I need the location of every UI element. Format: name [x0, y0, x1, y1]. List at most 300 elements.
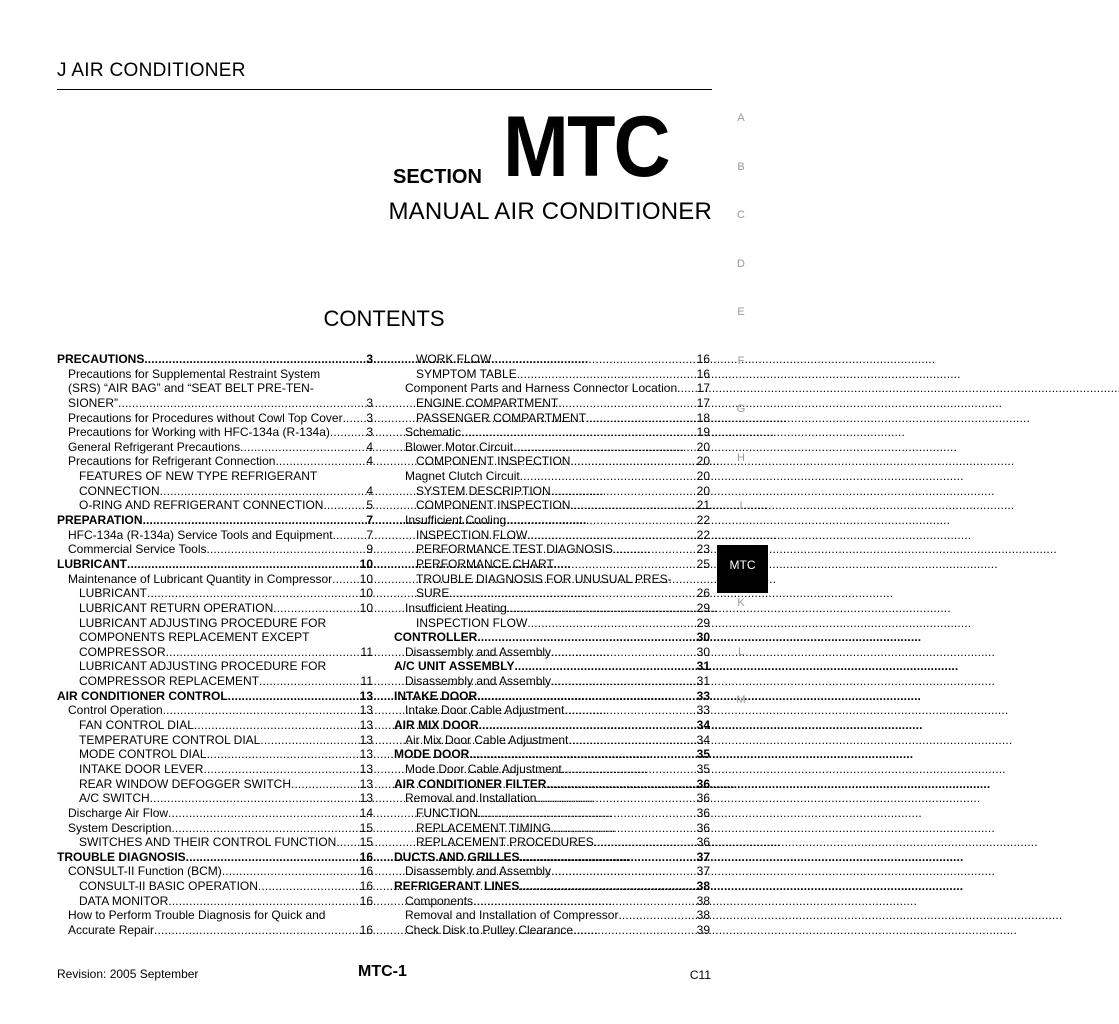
toc-entry-page: 23 — [696, 542, 710, 557]
footer-page-id: MTC-1 — [358, 963, 407, 980]
section-label: SECTION — [393, 166, 482, 188]
toc-entry-page: 20 — [696, 483, 710, 498]
toc-entry-page: 13 — [359, 703, 373, 718]
toc-entry-title: (SRS) “AIR BAG” and “SEAT BELT PRE-TEN- — [68, 381, 314, 396]
toc-dot-leader — [144, 352, 365, 367]
toc-entry-page: 13 — [359, 747, 373, 762]
toc-entry[interactable] — [394, 367, 710, 382]
toc-entry-title: System Description — [68, 820, 172, 835]
toc-dot-leader — [573, 923, 696, 938]
toc-entry[interactable] — [57, 894, 373, 909]
toc-entry-title: DUCTS AND GRILLES — [394, 849, 520, 864]
toc-entry-page: 15 — [359, 820, 373, 835]
toc-entry-title: Maintenance of Lubricant Quantity in Compressor — [68, 571, 333, 586]
toc-entry[interactable] — [57, 367, 373, 382]
toc-entry[interactable] — [394, 835, 710, 850]
toc-entry[interactable] — [394, 616, 710, 631]
toc-entry-title: Control Operation — [68, 703, 163, 718]
toc-entry-page: 36 — [696, 805, 710, 820]
toc-dot-leader — [291, 777, 359, 792]
toc-entry-page: 21 — [696, 498, 710, 513]
toc-entry[interactable] — [57, 645, 373, 660]
toc-dot-leader — [562, 762, 696, 777]
toc-dot-leader — [478, 806, 696, 821]
toc-entry-page: 11 — [360, 674, 373, 689]
toc-entry[interactable] — [57, 762, 373, 777]
toc-entry-page: 35 — [696, 761, 710, 776]
toc-entry[interactable] — [394, 747, 710, 762]
toc-entry-title: FAN CONTROL DIAL — [79, 718, 194, 733]
toc-dot-leader — [554, 557, 696, 572]
toc-entry-title: PREPARATION — [57, 513, 143, 528]
toc-entry-page: 13 — [359, 791, 373, 806]
toc-dot-leader — [171, 821, 358, 836]
toc-dot-leader — [240, 440, 365, 455]
toc-entry[interactable] — [57, 630, 373, 645]
toc-entry[interactable] — [394, 777, 710, 792]
toc-entry[interactable] — [394, 923, 710, 938]
toc-dot-leader — [506, 513, 695, 528]
toc-entry[interactable] — [57, 542, 373, 557]
toc-entry[interactable] — [57, 689, 373, 704]
toc-entry[interactable] — [394, 659, 710, 674]
toc-entry-title: HFC-134a (R-134a) Service Tools and Equipment — [68, 527, 333, 542]
toc-entry-title: REPLACEMENT PROCEDURES — [416, 835, 594, 850]
section-tab-m[interactable]: M — [736, 694, 746, 706]
toc-entry[interactable] — [394, 718, 710, 733]
toc-entry-title: Schematic — [405, 425, 462, 440]
toc-entry-page: 37 — [696, 864, 710, 879]
toc-entry[interactable] — [394, 557, 710, 572]
toc-entry[interactable] — [394, 806, 710, 821]
toc-entry[interactable] — [57, 601, 373, 616]
toc-entry-page: 36 — [696, 776, 710, 791]
toc-dot-leader — [586, 411, 696, 426]
toc-entry-title: FUNCTION — [416, 805, 478, 820]
toc-entry-page: 4 — [366, 454, 373, 469]
toc-entry[interactable] — [57, 718, 373, 733]
toc-entry-page: 13 — [359, 732, 373, 747]
toc-entry-page: 33 — [696, 703, 710, 718]
toc-entry-title: LUBRICANT — [57, 556, 127, 571]
toc-entry[interactable] — [57, 411, 373, 426]
toc-entry-page: 39 — [696, 922, 710, 937]
toc-entry-page: 25 — [696, 556, 710, 571]
toc-entry[interactable] — [57, 659, 373, 674]
toc-dot-leader — [536, 791, 695, 806]
toc-entry-title: AIR CONDITIONER FILTER — [394, 776, 547, 791]
toc-entry-page: 20 — [696, 469, 710, 484]
section-tab-e[interactable]: E — [737, 306, 745, 318]
toc-entry-page: 13 — [359, 776, 373, 791]
toc-dot-leader — [163, 703, 359, 718]
toc-dot-leader — [491, 352, 695, 367]
toc-entry[interactable] — [394, 850, 710, 865]
toc-dot-leader — [260, 733, 358, 748]
toc-entry-page: 22 — [696, 527, 710, 542]
toc-entry[interactable] — [57, 484, 373, 499]
toc-entry-title: WORK FLOW — [416, 352, 492, 366]
toc-entry[interactable] — [57, 879, 373, 894]
toc-dot-leader — [336, 835, 358, 850]
toc-entry[interactable] — [57, 850, 373, 865]
toc-entry-page: 11 — [360, 644, 373, 659]
toc-entry[interactable] — [57, 498, 373, 513]
toc-dot-leader — [143, 513, 366, 528]
toc-entry-page: 16 — [359, 879, 373, 894]
toc-entry-page: 3 — [366, 395, 373, 410]
toc-entry-title: PRECAUTIONS — [57, 352, 145, 366]
toc-entry-page: 10 — [359, 556, 373, 571]
toc-dot-leader — [222, 864, 359, 879]
section-tab-b[interactable]: B — [737, 160, 745, 173]
toc-entry[interactable] — [57, 864, 373, 879]
toc-entry-title: Magnet Clutch Circuit — [405, 469, 520, 484]
toc-entry[interactable] — [394, 689, 710, 704]
toc-entry-page: 3 — [366, 410, 373, 425]
section-tabs — [714, 108, 768, 739]
toc-entry-page: 3 — [366, 425, 373, 440]
toc-entry-title: PERFORMANCE CHART — [416, 556, 554, 571]
toc-entry[interactable] — [57, 352, 373, 367]
toc-entry-title: Air Mix Door Cable Adjustment — [405, 732, 569, 747]
toc-dot-leader — [150, 791, 359, 806]
toc-entry-title: COMPONENT INSPECTION — [416, 454, 571, 469]
toc-entry[interactable] — [57, 616, 373, 631]
toc-entry-title: O-RING AND REFRIGERANT CONNECTION — [79, 498, 324, 513]
toc-dot-leader — [558, 396, 695, 411]
toc-entry[interactable] — [394, 791, 710, 806]
toc-dot-leader — [194, 718, 359, 733]
section-code: MTC — [503, 99, 669, 195]
toc-entry[interactable] — [57, 454, 373, 469]
toc-entry-title: SWITCHES AND THEIR CONTROL FUNCTION — [79, 835, 337, 850]
toc-entry-page: 17 — [696, 395, 710, 410]
toc-entry-page: 13 — [359, 688, 373, 703]
toc-entry[interactable] — [394, 528, 710, 543]
toc-dot-leader — [160, 484, 366, 499]
section-tab-f[interactable]: F — [737, 354, 745, 367]
toc-entry[interactable] — [57, 703, 373, 718]
toc-right-column — [394, 352, 710, 938]
toc-entry-title: Removal and Installation — [405, 791, 537, 806]
toc-entry-title: Accurate Repair — [68, 922, 155, 937]
toc-dot-leader — [207, 747, 359, 762]
toc-dot-leader — [168, 806, 359, 821]
toc-entry-title: COMPRESSOR — [79, 644, 166, 659]
toc-entry-title: CONSULT-II Function (BCM) — [68, 864, 222, 879]
toc-entry-title: TROUBLE DIAGNOSIS FOR UNUSUAL PRES- — [416, 571, 672, 586]
toc-entry-title: INSPECTION FLOW — [416, 615, 528, 630]
toc-dot-leader — [568, 733, 695, 748]
section-tab-h[interactable]: H — [737, 451, 745, 464]
toc-entry-page: 38 — [696, 908, 710, 923]
toc-dot-leader — [166, 645, 360, 660]
toc-left-column — [57, 352, 373, 938]
toc-entry-title: COMPRESSOR REPLACEMENT — [79, 674, 260, 689]
toc-entry[interactable] — [57, 923, 373, 938]
toc-entry[interactable] — [57, 777, 373, 792]
toc-entry-title: AIR MIX DOOR — [394, 718, 479, 733]
toc-entry[interactable] — [394, 440, 710, 455]
toc-dot-leader — [477, 689, 696, 704]
toc-dot-leader — [273, 601, 358, 616]
toc-dot-leader — [127, 557, 359, 572]
toc-entry-page: 22 — [696, 513, 710, 528]
toc-entry-title: REAR WINDOW DEFOGGER SWITCH — [79, 776, 291, 791]
toc-entry[interactable] — [394, 572, 710, 587]
toc-entry[interactable] — [394, 733, 710, 748]
toc-entry-page: 30 — [696, 630, 710, 645]
toc-entry-title: Insufficient Heating — [405, 600, 507, 615]
toc-entry[interactable] — [57, 528, 373, 543]
toc-entry-page: 35 — [696, 747, 710, 762]
toc-dot-leader — [527, 616, 695, 631]
toc-entry-title: TEMPERATURE CONTROL DIAL — [79, 732, 261, 747]
toc-dot-leader — [168, 894, 358, 909]
toc-dot-leader — [333, 528, 366, 543]
footer-model: C11 — [689, 968, 711, 982]
toc-entry-title: TROUBLE DIAGNOSIS — [57, 849, 186, 864]
toc-dot-leader — [461, 425, 696, 440]
toc-dot-leader — [147, 586, 359, 601]
toc-entry-page: 5 — [366, 498, 373, 513]
toc-dot-leader — [546, 777, 695, 792]
toc-entry-title: COMPONENTS REPLACEMENT EXCEPT — [79, 630, 310, 645]
toc-entry-title: Mode Door Cable Adjustment — [405, 761, 562, 776]
toc-entry[interactable] — [57, 381, 373, 396]
toc-entry[interactable] — [57, 425, 373, 440]
toc-entry-page: 16 — [359, 893, 373, 908]
toc-entry[interactable] — [57, 469, 373, 484]
toc-entry-title: SYSTEM DESCRIPTION — [416, 483, 551, 498]
toc-dot-leader — [323, 498, 365, 513]
toc-dot-leader — [330, 425, 365, 440]
toc-dot-leader — [514, 659, 695, 674]
toc-dot-leader — [551, 674, 696, 689]
toc-dot-leader — [520, 469, 696, 484]
section-tab-g[interactable]: G — [736, 403, 746, 415]
toc-entry-page: 30 — [696, 644, 710, 659]
toc-entry[interactable] — [394, 894, 710, 909]
toc-entry[interactable] — [57, 835, 373, 850]
toc-dot-leader — [479, 718, 696, 733]
toc-entry[interactable] — [57, 747, 373, 762]
toc-entry-page: 10 — [359, 571, 373, 586]
toc-dot-leader — [551, 821, 696, 836]
toc-entry-page: 31 — [696, 659, 710, 674]
toc-dot-leader — [259, 674, 360, 689]
toc-entry-page: 38 — [696, 879, 710, 894]
toc-entry[interactable] — [57, 733, 373, 748]
toc-entry-page: 4 — [366, 483, 373, 498]
toc-entry-page: 20 — [696, 439, 710, 454]
toc-dot-leader — [618, 908, 695, 923]
toc-entry[interactable] — [394, 762, 710, 777]
toc-entry[interactable] — [394, 630, 710, 645]
toc-entry[interactable] — [394, 674, 710, 689]
section-tab-mtc[interactable]: MTC — [717, 545, 768, 594]
section-tab-c[interactable]: C — [737, 209, 745, 221]
toc-entry[interactable] — [394, 879, 710, 894]
toc-dot-leader — [207, 542, 366, 557]
toc-entry[interactable] — [394, 396, 710, 411]
toc-entry-title: CONSULT-II BASIC OPERATION — [79, 879, 258, 894]
contents-heading: CONTENTS — [323, 306, 445, 331]
toc-entry-page: 10 — [359, 586, 373, 601]
toc-entry-title: MODE CONTROL DIAL — [79, 747, 207, 762]
toc-entry-page: 17 — [696, 381, 710, 396]
section-tab-i[interactable]: I — [739, 500, 743, 512]
toc-dot-leader — [519, 879, 695, 894]
toc-entry[interactable] — [57, 674, 373, 689]
toc-entry-page: 36 — [696, 835, 710, 850]
toc-entry[interactable] — [394, 542, 710, 557]
toc-entry[interactable] — [394, 703, 710, 718]
toc-dot-leader — [449, 586, 695, 601]
toc-entry[interactable] — [57, 396, 373, 411]
toc-entry-page: 3 — [366, 352, 373, 366]
toc-dot-leader — [332, 572, 359, 587]
toc-entry[interactable] — [394, 411, 710, 426]
toc-dot-leader — [677, 381, 695, 396]
toc-entry-title: A/C SWITCH — [79, 791, 150, 806]
toc-entry-title: A/C UNIT ASSEMBLY — [394, 659, 515, 674]
toc-entry[interactable] — [57, 513, 373, 528]
toc-entry-page: 13 — [359, 761, 373, 776]
toc-entry[interactable] — [394, 864, 710, 879]
toc-dot-leader — [118, 396, 365, 411]
section-tab-l[interactable]: L — [737, 645, 745, 658]
toc-entry-page: 33 — [696, 688, 710, 703]
toc-entry-title: Disassembly and Assembly — [405, 644, 552, 659]
toc-entry-title: PASSENGER COMPARTMENT — [416, 410, 587, 425]
toc-entry-title: LUBRICANT RETURN OPERATION — [79, 600, 274, 615]
toc-entry-title: INTAKE DOOR LEVER — [79, 761, 204, 776]
toc-entry-page: 20 — [696, 454, 710, 469]
toc-entry[interactable] — [394, 484, 710, 499]
toc-entry-title: REPLACEMENT TIMING — [416, 820, 551, 835]
toc-entry[interactable] — [394, 498, 710, 513]
toc-entry-page: 26 — [696, 586, 710, 601]
toc-dot-leader — [551, 645, 696, 660]
toc-dot-leader — [570, 454, 695, 469]
toc-entry[interactable] — [57, 821, 373, 836]
toc-entry-title: Discharge Air Flow — [68, 805, 169, 820]
toc-entry-page: 13 — [359, 718, 373, 733]
toc-entry[interactable] — [57, 806, 373, 821]
toc-entry-title: Precautions for Procedures without Cowl Top Cover — [68, 410, 343, 425]
toc-entry[interactable] — [394, 601, 710, 616]
toc-entry-title: COMPONENT INSPECTION — [416, 498, 571, 513]
toc-entry-page: 16 — [359, 849, 373, 864]
section-tab-a[interactable]: A — [737, 112, 745, 124]
toc-entry[interactable] — [394, 908, 710, 923]
toc-entry-title: Precautions for Working with HFC-134a (R-134a) — [68, 425, 330, 440]
toc-dot-leader — [228, 689, 359, 704]
toc-entry[interactable] — [394, 381, 710, 396]
header-rule — [57, 89, 712, 90]
toc-dot-leader — [258, 879, 359, 894]
toc-entry-title: Precautions for Supplemental Restraint System — [68, 366, 321, 381]
toc-entry-title: REFRIGERANT LINES — [394, 879, 520, 894]
toc-entry-title: Blower Motor Circuit — [405, 439, 514, 454]
toc-entry[interactable] — [57, 557, 373, 572]
toc-entry-title: Disassembly and Assembly — [405, 674, 552, 689]
toc-entry[interactable] — [394, 586, 710, 601]
toc-entry[interactable] — [394, 352, 710, 367]
toc-dot-leader — [154, 923, 359, 938]
toc-entry-title: Disassembly and Assembly — [405, 864, 552, 879]
toc-entry-title: AIR CONDITIONER CONTROL — [57, 688, 228, 703]
toc-entry-page: 34 — [696, 732, 710, 747]
toc-entry-page: 36 — [696, 791, 710, 806]
toc-entry-title: Check Disk to Pulley Clearance — [405, 922, 574, 937]
toc-entry-page: 9 — [366, 542, 373, 557]
toc-dot-leader — [517, 367, 696, 382]
toc-dot-leader — [477, 630, 695, 645]
toc-entry-page: 37 — [696, 849, 710, 864]
toc-entry-title: Intake Door Cable Adjustment — [405, 703, 565, 718]
toc-entry-title: How to Perform Trouble Diagnosis for Quick and — [68, 908, 326, 923]
toc-entry[interactable] — [394, 454, 710, 469]
toc-entry-title: General Refrigerant Precautions — [68, 439, 241, 454]
toc-entry[interactable] — [57, 586, 373, 601]
section-tab-d[interactable]: D — [737, 257, 745, 270]
toc-dot-leader — [203, 762, 358, 777]
toc-entry-title: INSPECTION FLOW — [416, 527, 528, 542]
toc-entry-title: FEATURES OF NEW TYPE REFRIGERANT — [79, 469, 318, 484]
toc-dot-leader — [513, 440, 696, 455]
toc-dot-leader — [507, 601, 696, 616]
toc-entry[interactable] — [394, 469, 710, 484]
toc-entry[interactable] — [57, 791, 373, 806]
toc-entry-title: LUBRICANT — [79, 586, 148, 601]
toc-entry-title: Precautions for Refrigerant Connection — [68, 454, 276, 469]
toc-dot-leader — [564, 703, 695, 718]
section-tab-k[interactable]: K — [737, 597, 745, 609]
toc-entry[interactable] — [394, 645, 710, 660]
toc-dot-leader — [469, 747, 695, 762]
toc-dot-leader — [613, 542, 696, 557]
toc-dot-leader — [551, 484, 696, 499]
footer-revision: Revision: 2005 September — [57, 967, 199, 981]
toc-dot-leader — [570, 498, 695, 513]
toc-dot-leader — [594, 835, 696, 850]
toc-dot-leader — [186, 850, 359, 865]
toc-entry[interactable] — [57, 572, 373, 587]
toc-entry[interactable] — [57, 440, 373, 455]
toc-entry[interactable] — [394, 513, 710, 528]
toc-entry-title: INTAKE DOOR — [394, 688, 478, 703]
toc-entry[interactable] — [394, 425, 710, 440]
toc-entry-page: 36 — [696, 820, 710, 835]
toc-entry-page: 16 — [359, 864, 373, 879]
toc-entry-page: 16 — [696, 366, 710, 381]
toc-dot-leader — [343, 411, 366, 426]
toc-entry[interactable] — [57, 908, 373, 923]
toc-entry-page: 29 — [696, 615, 710, 630]
toc-entry-page: 18 — [696, 410, 710, 425]
toc-entry[interactable] — [394, 821, 710, 836]
toc-entry-title: SYMPTOM TABLE — [416, 366, 517, 381]
section-title: MANUAL AIR CONDITIONER — [388, 198, 712, 225]
toc-entry-title: LUBRICANT ADJUSTING PROCEDURE FOR — [79, 615, 327, 630]
toc-entry-page: 31 — [696, 674, 710, 689]
toc-entry-page: 16 — [696, 352, 710, 366]
toc-entry-title: MODE DOOR — [394, 747, 470, 762]
toc-entry-title: LUBRICANT ADJUSTING PROCEDURE FOR — [79, 659, 327, 674]
